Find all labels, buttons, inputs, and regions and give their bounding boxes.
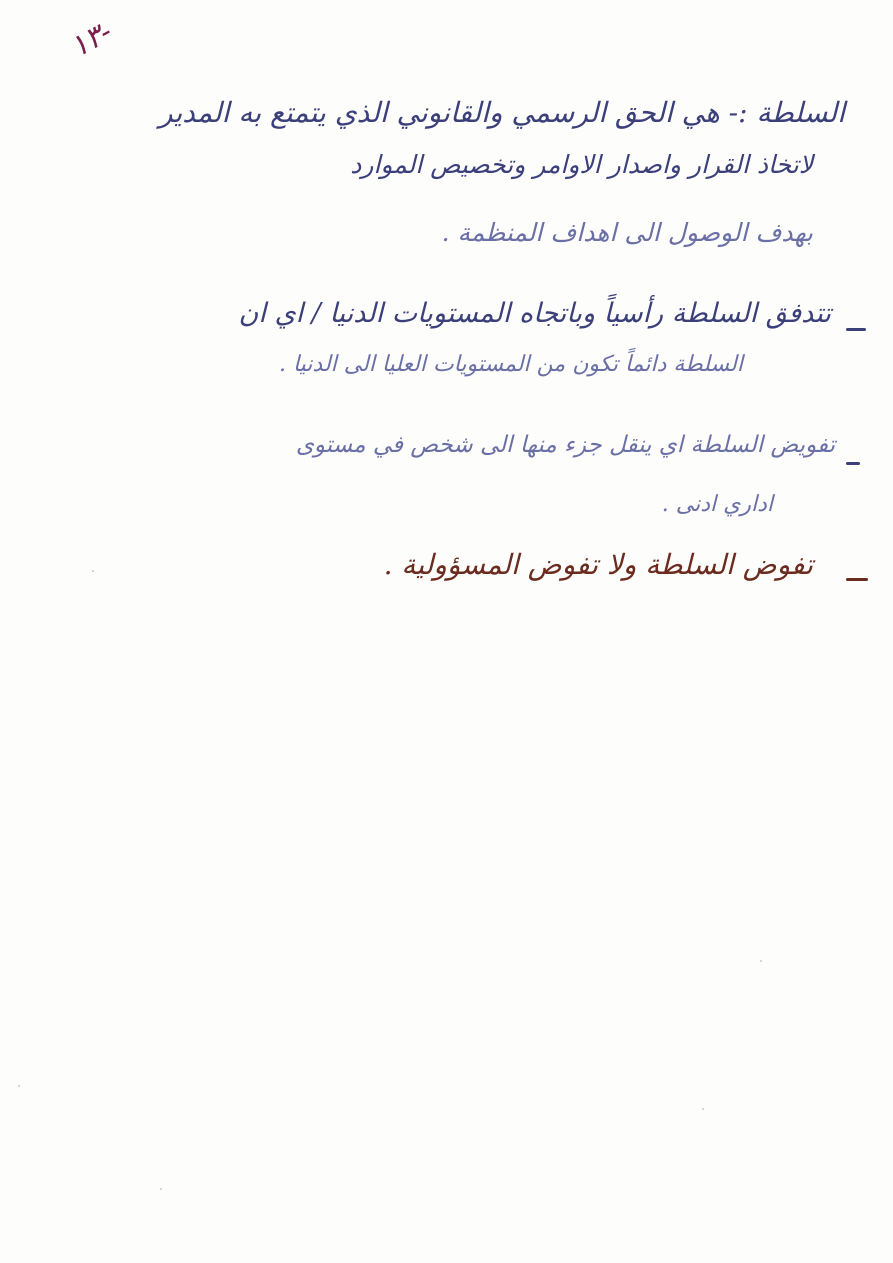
point-2-line-1: تفويض السلطة اي ينقل جزء منها الى شخص في مستوى xyxy=(295,432,835,458)
bullet-dash-1 xyxy=(846,328,866,331)
definition-line-3: بهدف الوصول الى اهداف المنظمة . xyxy=(441,218,813,247)
point-1-line-1: تتدفق السلطة رأسياً وباتجاه المستويات الدنيا / اي ان xyxy=(238,298,831,329)
bullet-dash-3 xyxy=(846,578,868,581)
paper-speck xyxy=(160,1188,162,1190)
point-3-line-1: تفوض السلطة ولا تفوض المسؤولية . xyxy=(383,548,813,581)
definition-line-1: السلطة :- هي الحق الرسمي والقانوني الذي يتمتع به المدير xyxy=(159,96,845,129)
paper-speck xyxy=(702,1108,704,1110)
paper-speck xyxy=(760,960,762,962)
page-number: ١٣- xyxy=(64,14,119,65)
point-1-line-2: السلطة دائماً تكون من المستويات العليا الى الدنيا . xyxy=(278,352,743,377)
bullet-dash-2 xyxy=(846,462,860,465)
paper-speck xyxy=(92,570,94,572)
paper-speck xyxy=(18,1085,20,1087)
definition-line-2: لاتخاذ القرار واصدار الاوامر وتخصيص الموارد xyxy=(350,150,813,179)
point-2-line-2: اداري ادنى . xyxy=(661,492,773,517)
